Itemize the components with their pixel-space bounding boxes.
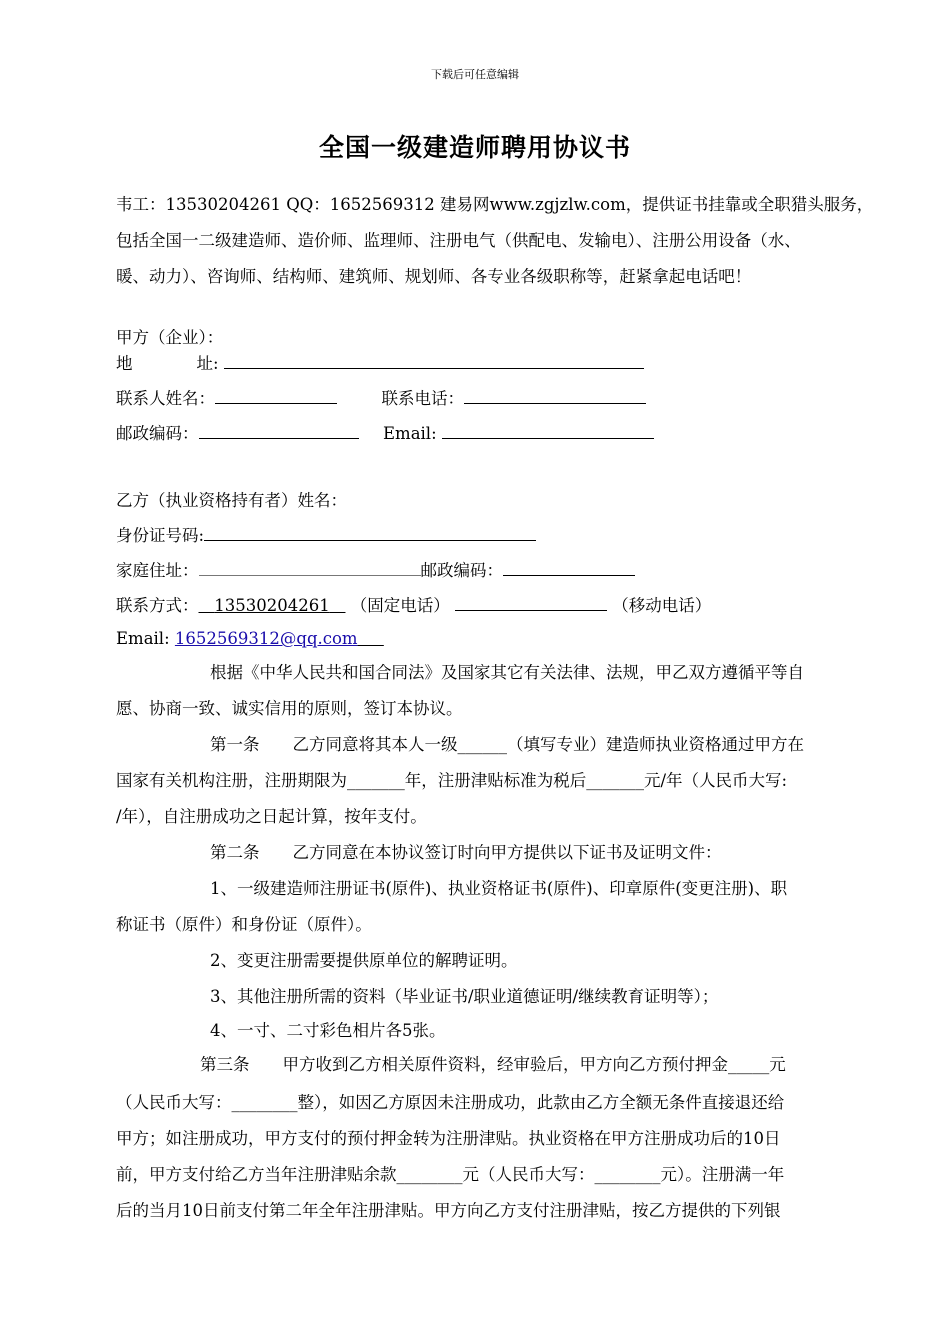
id-label: 身份证号码: (116, 526, 205, 545)
intro-line-1: 韦工：13530204261 QQ：1652569312 建易网www.zgjzlw.com，提供证书挂靠或全职猎头服务， (116, 195, 874, 214)
party-b-contact-row (116, 594, 711, 617)
b-postcode-blank[interactable] (503, 559, 635, 576)
preamble-line-2: 愿、协商一致、诚实信用的原则，签订本协议。 (116, 699, 463, 718)
email-blank[interactable] (442, 422, 654, 439)
header-note: 下载后可任意编辑 (431, 68, 519, 81)
b-postcode-label: 邮政编码： (420, 561, 503, 580)
home-blank[interactable] (199, 559, 421, 576)
party-b-heading: 乙方（执业资格持有者）姓名： (116, 491, 347, 510)
party-a-heading: 甲方（企业）： (116, 328, 224, 347)
preamble-line-1: 根据《中华人民共和国合同法》及国家其它有关法律、法规，甲乙双方遵循平等自 (210, 663, 804, 682)
party-a-postcode-row (116, 422, 654, 445)
postcode-label: 邮政编码： (116, 424, 199, 443)
article-3-line-1: 第三条 甲方收到乙方相关原件资料，经审验后，甲方向乙方预付押金_____元 (200, 1055, 786, 1074)
party-b-home-row (116, 559, 635, 582)
article-1-line-3: /年），自注册成功之日起计算，按年支付。 (116, 807, 427, 826)
document-title: 全国一级建造师聘用协议书 (318, 133, 631, 162)
party-b-email-row (116, 628, 384, 650)
mobile-phone-label: （移动电话） (612, 596, 712, 615)
email-link[interactable]: 1652569312@qq.com (174, 629, 358, 648)
b-email-label: Email: (116, 629, 170, 648)
article-2-line-1: 第二条 乙方同意在本协议签订时向甲方提供以下证书及证明文件： (210, 843, 722, 862)
contact-label: 联系方式： (116, 596, 199, 615)
article-3-line-2: （人民币大写：________整），如因乙方原因未注册成功，此款由乙方全额无条件直接退还给 (116, 1093, 785, 1112)
party-a-address-row (116, 352, 644, 375)
home-label: 家庭住址： (116, 561, 199, 580)
article-2-item-2: 2、变更注册需要提供原单位的解聘证明。 (210, 951, 518, 970)
address-label-1: 地 (116, 354, 133, 373)
postcode-blank[interactable] (199, 422, 359, 439)
mobile-blank[interactable] (455, 594, 607, 611)
article-3-line-3: 甲方；如注册成功，甲方支付的预付押金转为注册津贴。执业资格在甲方注册成功后的10日 (116, 1129, 781, 1148)
intro-line-3: 暖、动力）、咨询师、结构师、建筑师、规划师、各专业各级职称等，赶紧拿起电话吧！ (116, 267, 752, 286)
party-b-id-row (116, 524, 536, 547)
article-1-line-1: 第一条 乙方同意将其本人一级______（填写专业）建造师执业资格通过甲方在 (210, 735, 804, 754)
article-3-line-5: 后的当月10日前支付第二年全年注册津贴。甲方向乙方支付注册津贴，按乙方提供的下列银 (116, 1201, 781, 1220)
article-3-line-4: 前，甲方支付给乙方当年注册津贴余款________元（人民币大写：________元）。注册满一年 (116, 1165, 785, 1184)
phone-value: 13530204261 (214, 596, 330, 615)
party-a-contact-row (116, 387, 646, 410)
article-1-line-2: 国家有关机构注册，注册期限为_______年，注册津贴标准为税后_______元/年（人民币大写: (116, 771, 788, 790)
fixed-phone-label: （固定电话） (350, 596, 450, 615)
intro-line-2: 包括全国一二级建造师、造价师、监理师、注册电气（供配电、发输电）、注册公用设备（水、 (116, 231, 801, 250)
article-2-item-1-line-2: 称证书（原件）和身份证（原件）。 (116, 915, 372, 934)
article-2-item-3: 3、其他注册所需的资料（毕业证书/职业道德证明/继续教育证明等）； (210, 987, 719, 1006)
contact-phone-label: 联系电话： (381, 389, 464, 408)
contact-name-blank[interactable] (215, 387, 337, 404)
article-2-item-4: 4、一寸、二寸彩色相片各5张。 (210, 1021, 446, 1040)
id-blank[interactable] (204, 524, 536, 541)
article-2-item-1-line-1: 1、一级建造师注册证书(原件)、执业资格证书(原件)、印章原件(变更注册)、职 (210, 879, 788, 898)
contact-phone-blank[interactable] (464, 387, 646, 404)
contact-name-label: 联系人姓名： (116, 389, 215, 408)
address-label-2: 址: (196, 354, 219, 373)
email-label: Email: (383, 424, 437, 443)
address-blank[interactable] (224, 352, 644, 369)
